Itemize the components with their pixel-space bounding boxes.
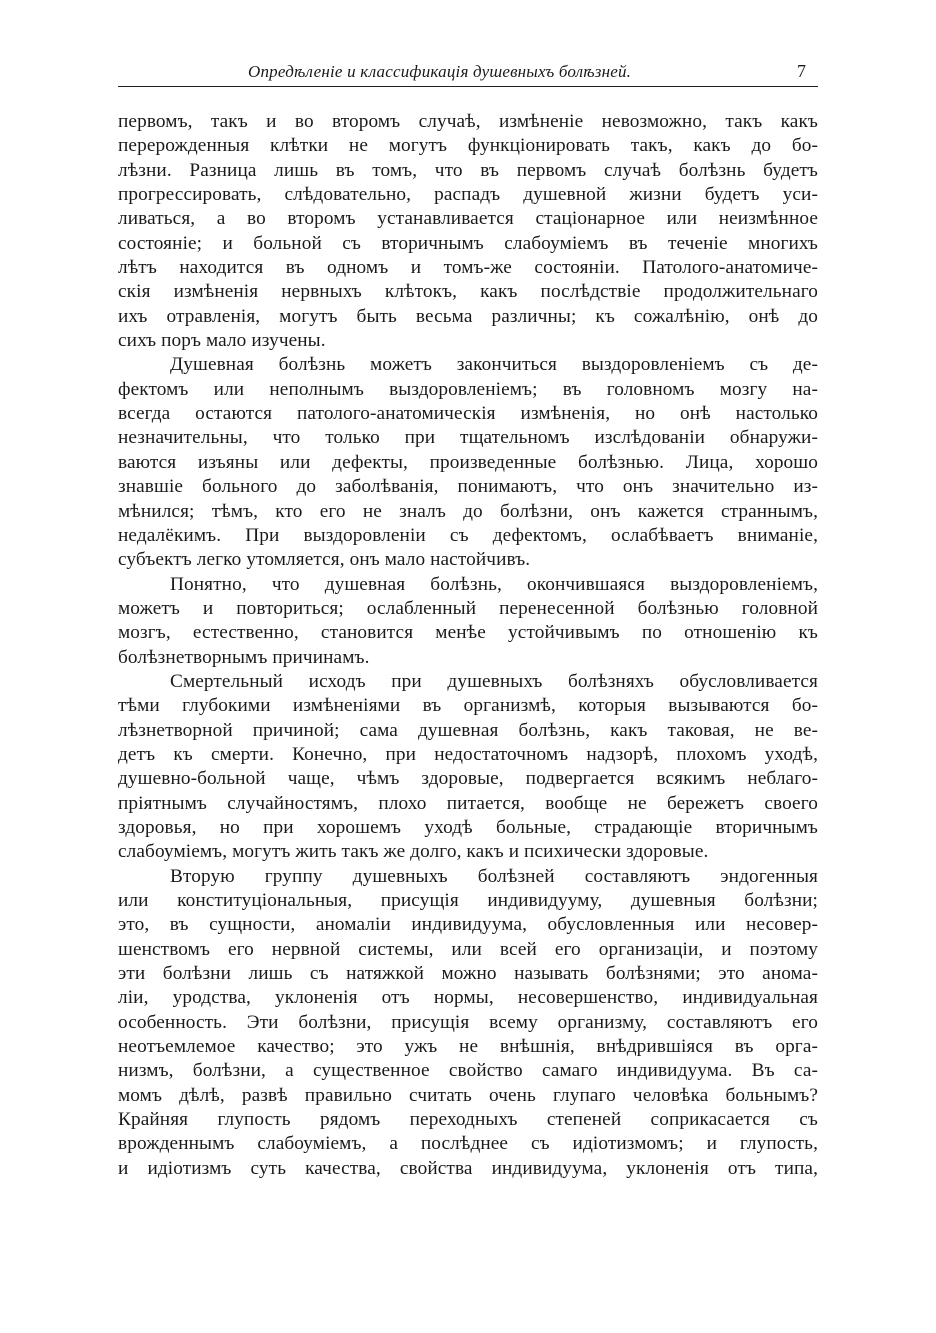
text-line: первомъ, такъ и во второмъ случаѣ, измѣненіе невозможно, такъ какъ — [118, 111, 818, 132]
running-title: Опредѣленіе и классификація душевныхъ болѣзней. — [248, 62, 632, 81]
text-line: низмъ, болѣзни, а существенное свойство самаго индивидуума. Въ са- — [118, 1060, 818, 1082]
text-line: незначительны, что только при тщательномъ изслѣдованіи обнаружи- — [118, 427, 818, 449]
text-line: слабоуміемъ, могутъ жить такъ же долго, какъ и психически здоровые. — [118, 841, 709, 863]
text-line: неотъемлемое качество; это ужъ не внѣшнія, внѣдрившіяся въ орга- — [118, 1036, 818, 1058]
text-line: мозгъ, естественно, становится менѣе устойчивымъ по отношенію къ — [118, 622, 818, 644]
text-line: болѣзнетворнымъ причинамъ. — [118, 646, 370, 668]
text-line: перерожденныя клѣтки не могутъ функціонировать такъ, какъ до бо- — [118, 135, 818, 157]
paragraph-first-line: Вторую группу душевныхъ болѣзней составляютъ эндогенныя — [170, 865, 818, 887]
text-line: мѣнился; тѣмъ, кто его не зналъ до болѣзни, онъ кажется страннымъ, — [118, 500, 818, 522]
text-line: знавшіе больного до заболѣванія, понимаютъ, что онъ значительно из- — [118, 476, 818, 498]
text-line: врожденнымъ слабоуміемъ, а послѣднее съ идіотизмомъ; и глупость, — [118, 1133, 818, 1155]
paragraph-first-line: Понятно, что душевная болѣзнь, окончившаяся выздоровленіемъ, — [170, 573, 818, 595]
paragraph-first-line: Душевная болѣзнь можетъ закончиться выздоровленіемъ съ де- — [170, 354, 818, 376]
text-line: состояніе; и больной съ вторичнымъ слабоуміемъ въ теченіе многихъ — [118, 232, 818, 254]
text-line: детъ къ смерти. Конечно, при недостаточномъ надзорѣ, плохомъ уходѣ, — [118, 743, 818, 765]
text-line: ихъ отравленія, могутъ быть весьма различны; къ сожалѣнію, онѣ до — [118, 305, 818, 327]
text-line: всегда остаются патолого-анатомическія измѣненія, но онѣ настолько — [118, 403, 818, 425]
text-line: можетъ и повториться; ослабленный перенесенной болѣзнью головной — [118, 597, 818, 619]
text-line: лѣзнетворной причиной; сама душевная болѣзнь, какъ таковая, не ве- — [118, 719, 818, 741]
text-line: прогрессировать, слѣдовательно, распадъ душевной жизни будетъ уси- — [118, 184, 818, 206]
running-header — [118, 56, 818, 87]
body-text — [118, 110, 818, 1181]
text-line: Крайняя глупость рядомъ переходныхъ степеней соприкасается съ — [118, 1109, 818, 1131]
text-line: недалёкимъ. При выздоровленіи съ дефектомъ, ослабѣваетъ вниманіе, — [118, 524, 818, 546]
text-line: особенность. Эти болѣзни, присущія всему организму, составляютъ его — [118, 1011, 818, 1033]
text-line: шенствомъ его нервной системы, или всей его организаціи, и поэтому — [118, 938, 818, 960]
text-line: лѣзни. Разница лишь въ томъ, что въ первомъ случаѣ болѣзнь будетъ — [118, 159, 818, 181]
text-line: фектомъ или неполнымъ выздоровленіемъ; въ головномъ мозгу на- — [118, 378, 818, 400]
text-line: здоровья, но при хорошемъ уходѣ больные, страдающіе вторичнымъ — [118, 816, 818, 838]
text-line: сихъ поръ мало изучены. — [118, 330, 326, 352]
text-line: душевно-больной чаще, чѣмъ здоровые, подвергается всякимъ неблаго- — [118, 768, 818, 790]
text-line: или конституціональныя, присущія индивидууму, душевныя болѣзни; — [118, 890, 818, 911]
text-line: эти болѣзни лишь съ натяжкой можно называть болѣзнями; это анома- — [118, 963, 818, 985]
text-line: момъ дѣлѣ, развѣ правильно считать очень глупаго человѣка больнымъ? — [118, 1084, 818, 1106]
text-line: скія измѣненія нервныхъ клѣтокъ, какъ послѣдствіе продолжительнаго — [118, 281, 818, 303]
text-line: лѣтъ находится въ одномъ и томъ-же состояніи. Патолого-анатомиче- — [118, 257, 818, 279]
text-line: и идіотизмъ суть качества, свойства индивидуума, уклоненія отъ типа, — [118, 1157, 818, 1179]
text-line: пріятнымъ случайностямъ, плохо питается, вообще не бережетъ своего — [118, 792, 818, 814]
paragraph-first-line: Смертельный исходъ при душевныхъ болѣзняхъ обусловливается — [170, 670, 818, 692]
page-number: 7 — [797, 61, 806, 81]
text-line: тѣми глубокими измѣненіями въ организмѣ, которыя вызываются бо- — [118, 695, 818, 717]
text-line: ливаться, а во второмъ устанавливается стаціонарное или неизмѣнное — [118, 208, 818, 230]
text-line: субъектъ легко утомляется, онъ мало настойчивъ. — [118, 549, 531, 571]
text-line: ліи, уродства, уклоненія отъ нормы, несовершенство, индивидуальная — [118, 987, 818, 1009]
text-line: ваются изъяны или дефекты, произведенные болѣзнью. Лица, хорошо — [118, 451, 818, 473]
text-line: это, въ сущности, аномаліи индивидуума, обусловленныя или несовер- — [118, 914, 818, 936]
